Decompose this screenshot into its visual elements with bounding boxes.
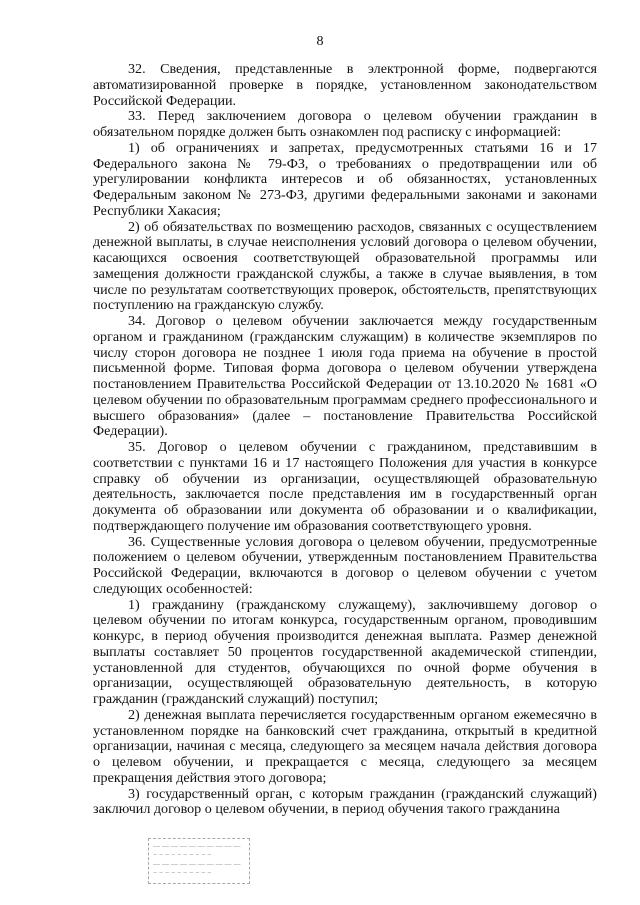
registration-stamp: — — — — — — — — — — ~ ~ ~ ~ ~ ~ ~ ~ ~ ~ — — — — — — — — — — ~ ~ ~ ~ ~ ~ ~ ~ ~ ~ [148,838,250,884]
paragraph-33-item-2: 2) об обязательствах по возмещению расходов, связанных с осуществлением денежной выплаты, в случае неисполнения условий договора о целевом обучении, касающихся освоения соответствующей образовательной программы или замещения должности гражданской службы, а также в случае выявления, в том числе по результатам соответствующих проверок, обстоятельств, препятствующих поступлению на гражданскую службу. [93,218,597,314]
paragraph-34: 34. Договор о целевом обучении заключается между государственным органом и гражданином (гражданским служащим) в количестве экземпляров по числу сторон договора не позднее 1 июля года приема на обучение в простой письменной форме. Типовая форма договора о целевом обучении утверждена постановлением Правительства Российской Федерации от 13.10.2020 № 1681 «О целевом обучении по образовательным программам среднего профессионального и высшего образования» (далее – постановление Правительства Российской Федерации). [93,313,597,440]
page-number: 8 [316,34,324,49]
paragraph-33: 33. Перед заключением договора о целевом обучении гражданин в обязательном порядке должен быть ознакомлен под расписку с информацией: [93,108,597,140]
paragraph-36-item-1: 1) гражданину (гражданскому служащему), заключившему договор о целевом обучении по итогам конкурса, государственным органом, проводившим конкурс, в период обучения производится денежная выплата. Размер денежной выплаты составляет 50 процентов государственной академической стипендии, установленной для студентов, обучающихся по очной форме обучения в организации, осуществляющей образовательную деятельность, в которую гражданин (гражданский служащий) поступил; [93,596,597,707]
paragraph-33-item-1: 1) об ограничениях и запретах, предусмотренных статьями 16 и 17 Федерального закона № 79-ФЗ, о требованиях о предотвращении или об урегулировании конфликта интересов и об обязанностях, установленных Федеральным законом № 273-ФЗ, другими федеральными законами и законами Республики Хакасия; [93,139,597,219]
paragraph-35: 35. Договор о целевом обучении с гражданином, представившим в соответствии с пунктами 16 и 17 настоящего Положения для участия в конкурсе справку об обучении из организации, осуществляющей образовательную деятельность, заключается после представления им в государственный орган документа об образовании или документа об образовании и о квалификации, подтверждающего получение им образования соответствующего уровня. [93,439,597,534]
paragraph-32: 32. Сведения, представленные в электронной форме, подвергаются автоматизированной проверке в порядке, установленном законодательством Российской Федерации. [93,61,597,109]
paragraph-36-item-3: 3) государственный орган, с которым гражданин (гражданский служащий) заключил договор о целевом обучении, в период обучения такого гражданина [93,785,597,818]
paragraph-36-item-2: 2) денежная выплата перечисляется государственным органом ежемесячно в установленном порядке на банковский счет гражданина, открытый в кредитной организации, начиная с месяца, следующего за месяцем начала действия договора о целевом обучении, и прекращается с месяца, следующего за месяцем прекращения действия этого договора; [93,706,597,786]
document-body [93,62,597,818]
paragraph-36: 36. Существенные условия договора о целевом обучении, предусмотренные положением о целевом обучении, утвержденным постановлением Правительства Российской Федерации, включаются в договор о целевом обучении с учетом следующих особенностей: [93,533,597,597]
